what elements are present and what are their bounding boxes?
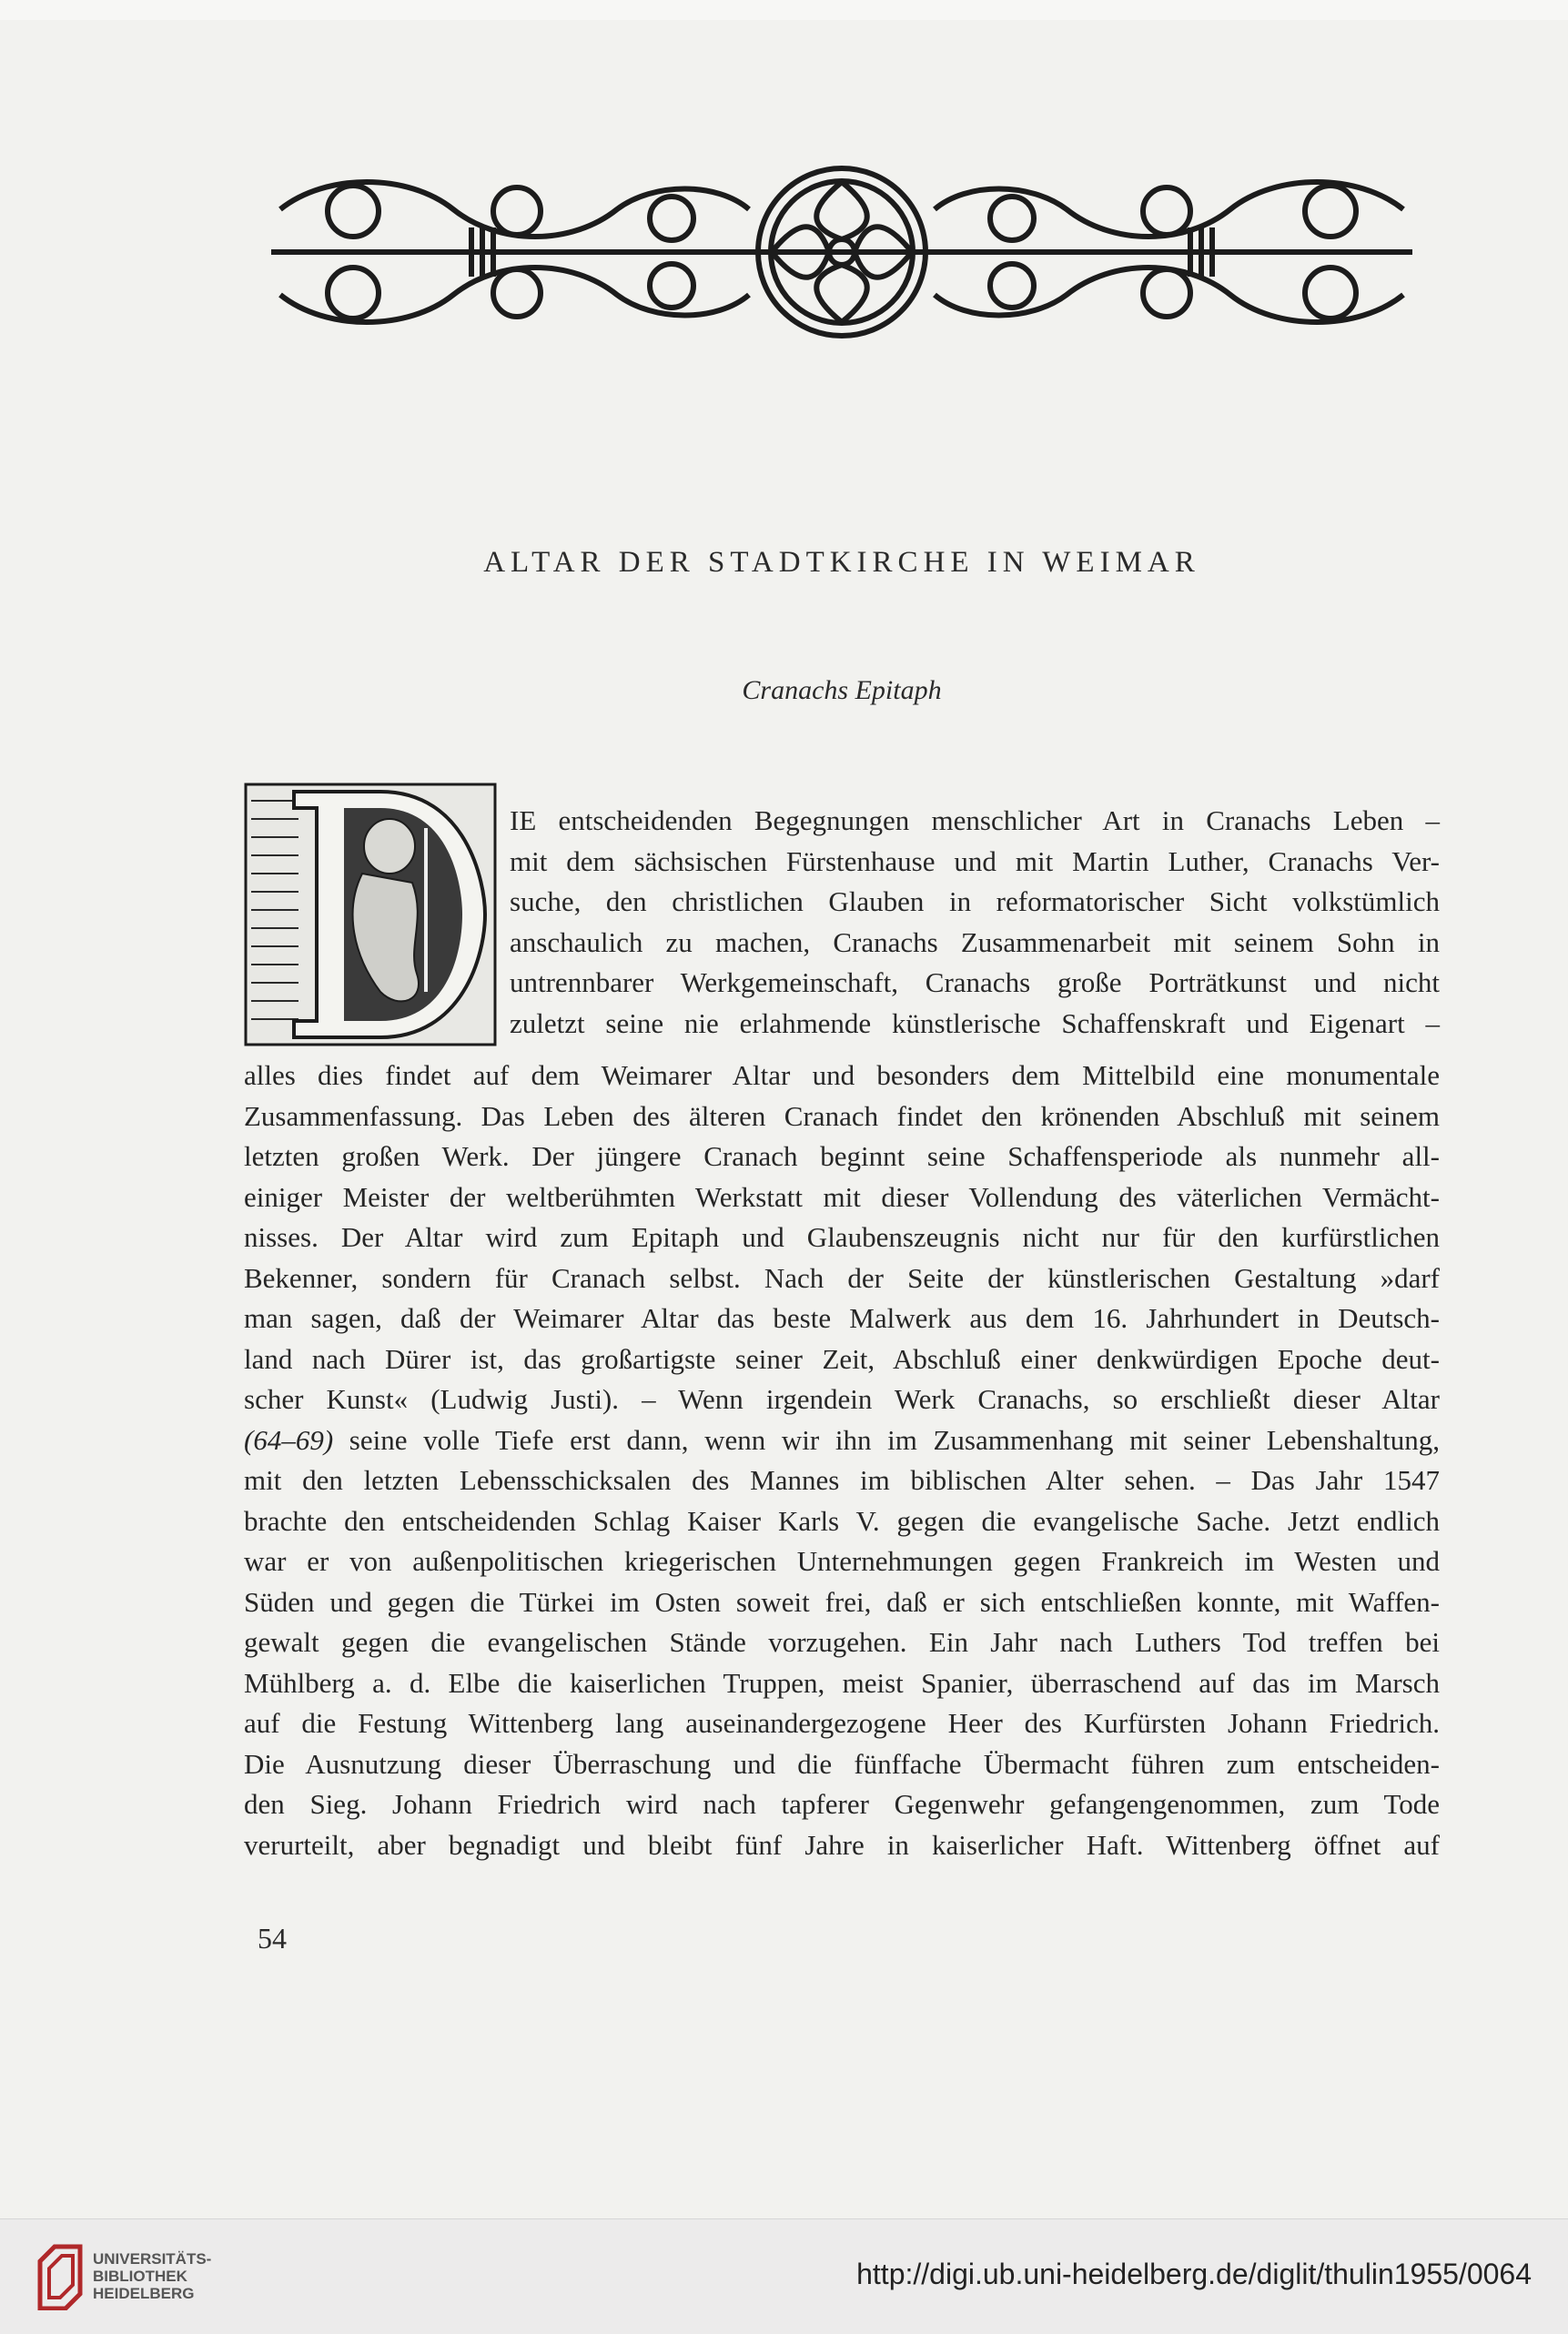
permalink-url[interactable]: http://digi.ub.uni-heidelberg.de/diglit/thulin1955/0064 (856, 2258, 1532, 2290)
text-line: Zusammenfassung. Das Leben des älteren Cranach findet den krönenden Abschluß mit seinem (244, 1099, 1440, 1132)
text-line: war er von außenpolitischen kriegerischen Unternehmungen gegen Frankreich im Westen und (244, 1545, 1440, 1577)
body-text (244, 1056, 1440, 1865)
text-line: gewalt gegen die evangelischen Stände vorzugehen. Ein Jahr nach Luthers Tod treffen bei (244, 1626, 1440, 1658)
text-line: mit den letzten Lebensschicksalen des Mannes im biblischen Alter sehen. – Das Jahr 1547 (244, 1464, 1440, 1496)
text-line: einiger Meister der weltberühmten Werkstatt mit dieser Vollendung des väterlichen Vermächt- (244, 1180, 1440, 1213)
text-line: untrennbarer Werkgemeinschaft, Cranachs große Porträtkunst und nicht (510, 966, 1440, 998)
text-line: man sagen, daß der Weimarer Altar das beste Malwerk aus dem 16. Jahrhundert in Deutsch- (244, 1302, 1440, 1334)
text-line: alles dies findet auf dem Weimarer Altar und besonders dem Mittelbild eine monumentale (244, 1059, 1440, 1091)
text-line: suche, den christlichen Glauben in reformatorischer Sicht volkstümlich (510, 885, 1440, 917)
library-logo-text[interactable] (93, 2250, 211, 2302)
text-line: anschaulich zu machen, Cranachs Zusammenarbeit mit seinem Sohn in (510, 925, 1440, 958)
text-line: land nach Dürer ist, das großartigste seiner Zeit, Abschluß einer denkwürdigen Epoche deut- (244, 1342, 1440, 1375)
digitization-footer (0, 2218, 1568, 2334)
logo-line: HEIDELBERG (93, 2285, 195, 2302)
text-line: verurteilt, aber begnadigt und bleibt fünf Jahre in kaiserlicher Haft. Wittenberg öffnet auf (244, 1828, 1440, 1861)
text-line: Bekenner, sondern für Cranach selbst. Nach der Seite der künstlerischen Gestaltung »darf (244, 1261, 1440, 1294)
decorated-initial-d (244, 783, 497, 1046)
text-line: scher Kunst« (Ludwig Justi). – Wenn irgendein Werk Cranachs, so erschließt dieser Altar (244, 1383, 1440, 1415)
text-line: IE entscheidenden Begegnungen menschlicher Art in Cranachs Leben – (510, 804, 1440, 836)
text-line: den Sieg. Johann Friedrich wird nach tapferer Gegenwehr gefangengenommen, zum Tode (244, 1788, 1440, 1820)
text-line: zuletzt seine nie erlahmende künstlerische Schaffenskraft und Eigenart – (510, 1006, 1440, 1039)
text-line-with-plate-ref (244, 1420, 1440, 1461)
text-line: Süden und gegen die Türkei im Osten soweit frei, daß er sich entschließen konnte, mit Waffen- (244, 1585, 1440, 1618)
text-line: Mühlberg a. d. Elbe die kaiserlichen Truppen, meist Spanier, überraschend auf das im Marsch (244, 1666, 1440, 1699)
text-line: mit dem sächsischen Fürstenhause und mit Martin Luther, Cranachs Ver- (510, 844, 1440, 877)
text-segment: seine volle Tiefe erst dann, wenn wir ihn im Zusammenhang mit seiner Lebenshaltung, (333, 1423, 1440, 1456)
library-logo-icon[interactable] (36, 2243, 84, 2310)
text-line: auf die Festung Wittenberg lang auseinandergezogene Heer des Kurfürsten Johann Friedrich. (244, 1707, 1440, 1739)
logo-line: BIBLIOTHEK (93, 2268, 187, 2285)
text-line: Die Ausnutzung dieser Überraschung und die fünffache Übermacht führen zum entscheiden- (244, 1747, 1440, 1780)
page-subtitle: Cranachs Epitaph (742, 675, 942, 705)
plate-reference: (64–69) (244, 1423, 334, 1456)
decorative-ornament-band (244, 155, 1440, 350)
text-line: letzten großen Werk. Der jüngere Cranach beginnt seine Schaffensperiode als nunmehr all- (244, 1140, 1440, 1172)
opening-paragraph-indented (510, 801, 1440, 1044)
logo-line: UNIVERSITÄTS- (93, 2250, 212, 2268)
page-title: ALTAR DER STADTKIRCHE IN WEIMAR (483, 546, 1200, 579)
page-number: 54 (258, 1922, 287, 1955)
scan-edge (0, 0, 1568, 20)
text-line: nisses. Der Altar wird zum Epitaph und Glaubenszeugnis nicht nur für den kurfürstlichen (244, 1221, 1440, 1253)
text-line: brachte den entscheidenden Schlag Kaiser Karls V. gegen die evangelische Sache. Jetzt endlich (244, 1504, 1440, 1537)
